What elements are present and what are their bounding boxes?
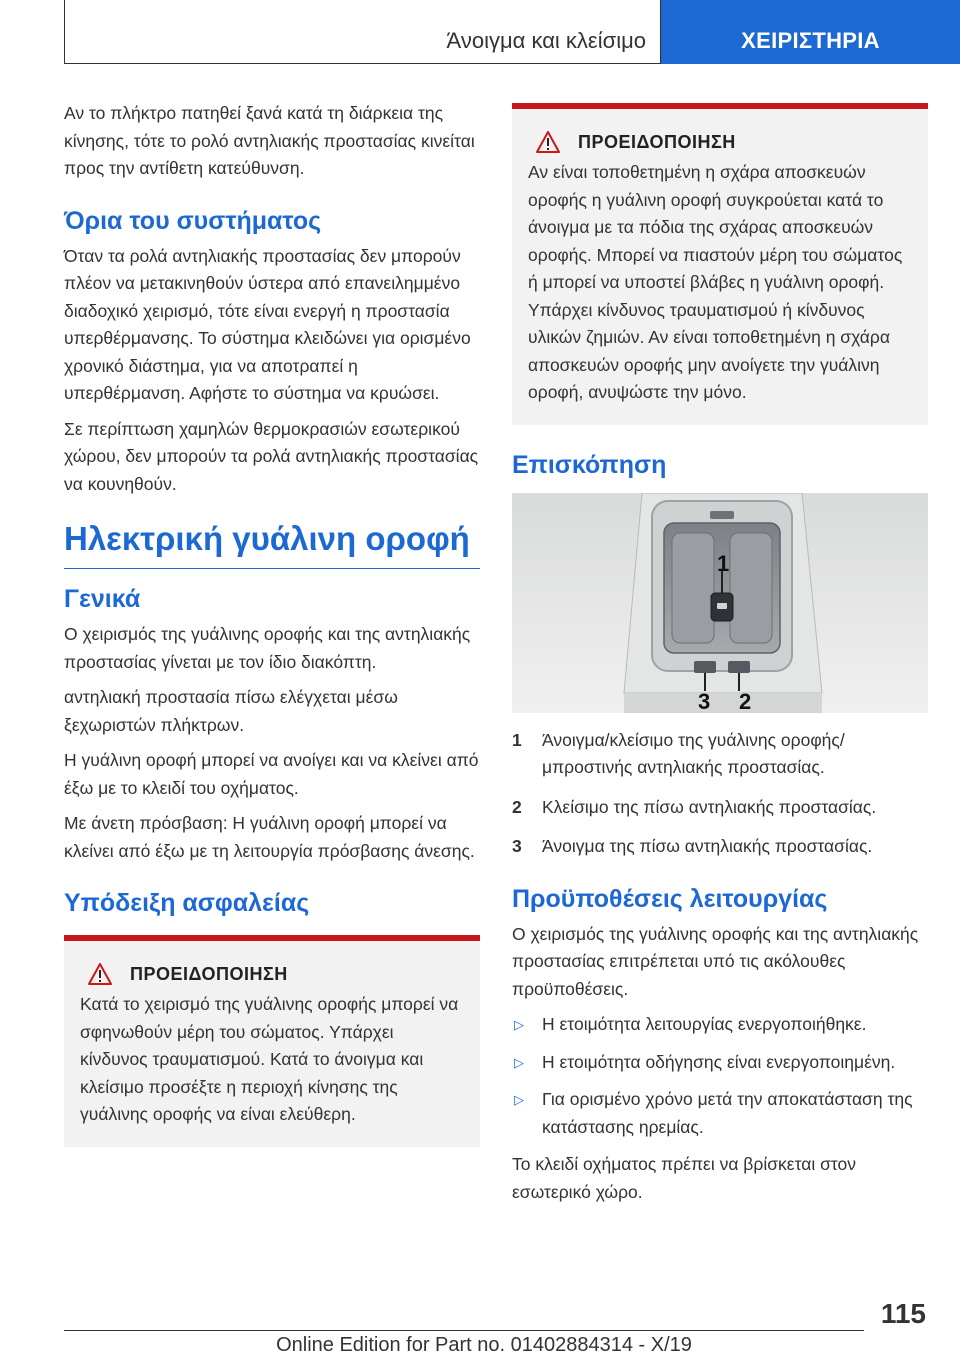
prerequisites-heading: Προϋποθέσεις λειτουργίας [512, 884, 828, 913]
warning-triangle-icon [536, 131, 560, 153]
page-number: 115 [880, 1298, 926, 1329]
triangle-bullet-icon: ▷ [514, 1092, 524, 1107]
safety-heading: Υπόδειξη ασφαλείας [64, 889, 310, 917]
list-item [512, 1049, 928, 1077]
item-number: 1 [512, 729, 522, 750]
general-paragraph-2: αντηλιακή προστασία πίσω ελέγχεται μέσω ξεχωριστών πλήκτρων. [64, 687, 398, 735]
prerequisites-paragraph: Ο χειρισμός της γυάλινης οροφής και της αντηλιακής προστασίας επιτρέπεται υπό τις ακόλουθες προϋποθέσεις. [512, 923, 919, 999]
callout-3: 3 [698, 688, 711, 713]
item-text: Άνοιγμα της πίσω αντηλιακής προστασίας. [542, 836, 873, 856]
general-paragraph-4: Με άνετη πρόσβαση: Η γυάλινη οροφή μπορεί να κλείνει από έξω με τη λειτουργία πρόσβασης άνεσης. [64, 813, 475, 861]
warning-header [528, 131, 912, 153]
list-item [512, 1086, 928, 1141]
limits-heading: Όρια του συστήματος [64, 206, 322, 235]
list-item [512, 727, 928, 782]
warning-box [64, 935, 480, 1147]
section-title: ΧΕΙΡΙΣΤΗΡΙΑ [741, 28, 880, 53]
item-text: Άνοιγμα/κλείσιμο της γυάλινης οροφής/μπροστινής αντηλιακής προστασίας. [542, 729, 845, 777]
item-text: Η ετοιμότητα λειτουργίας ενεργοποιήθηκε. [542, 1014, 867, 1034]
warning-text: Κατά το χειρισμό της γυάλινης οροφής μπορεί να σφηνωθούν μέρη του σώματος. Υπάρχει κίνδυνος τραυματισμού. Κατά το άνοιγμα και κλείσιμο προσέξτε η περιοχή κίνησης της γυάλινης οροφής να είναι ελεύθερη. [80, 994, 459, 1124]
triangle-bullet-icon: ▷ [514, 1017, 524, 1032]
general-heading: Γενικά [64, 585, 141, 613]
list-item [512, 794, 928, 822]
warning-header [80, 963, 464, 985]
item-text: Κλείσιμο της πίσω αντηλιακής προστασίας. [542, 796, 877, 817]
item-number: 3 [512, 836, 522, 856]
warning-triangle-icon [88, 963, 112, 985]
closing-paragraph: Το κλειδί οχήματος πρέπει να βρίσκεται στον εσωτερικό χώρο. [512, 1154, 857, 1202]
edition-footer: Online Edition for Part no. 01402884314 - X/19 [276, 1334, 692, 1356]
warning-title: ΠΡΟΕΙΔΟΠΟΙΗΣΗ [578, 131, 736, 152]
item-text: Η ετοιμότητα οδήγησης είναι ενεργοποιημένη. [542, 1051, 896, 1072]
header-chapter-box [64, 0, 660, 64]
item-text: Για ορισμένο χρόνο μετά την αποκατάσταση της κατάστασης ηρεμίας. [542, 1089, 913, 1137]
limits-paragraph-2: Σε περίπτωση χαμηλών θερμοκρασιών εσωτερικού χώρου, δεν μπορούν τα ρολά αντηλιακής προστασίας να κουνηθούν. [64, 418, 479, 494]
warning-text: Αν είναι τοποθετημένη η σχάρα αποσκευών οροφής η γυάλινη οροφή συγκρούεται κατά το άνοιγμα με τα πόδια της σχάρας αποσκευών οροφής. Μπορεί να πιαστούν μέρη του σώματος ή μπορεί να υποστεί βλάβες η γυάλινη οροφή. Υπάρχει κίνδυνος τραυματισμού ή κίνδυνος υλικών ζημιών. Αν είναι τοποθετημένη η σχάρα αποσκευών οροφής μην ανοίγετε την γυάλινη οροφή, ανυψώστε την μόνο. [528, 162, 903, 402]
header-section-tab [660, 0, 960, 64]
limits-paragraph-1: Όταν τα ρολά αντηλιακής προστασίας δεν μπορούν πλέον να μετακινηθούν ύστερα από επανειλημμένο διαδοχικό χειρισμό, τότε είναι ενεργή η προστασία υπερθέρμανσης. Το σύστημα κλειδώνει για ορισμένο χρονικό διάστημα, για να αποτραπεί η υπερθέρμανση. Αφήστε το σύστημα να κρυώσει. [64, 245, 471, 403]
footer-divider [64, 1330, 864, 1331]
warning-box-luggage-rack [512, 103, 928, 425]
overview-heading: Επισκόπηση [512, 450, 667, 479]
list-item [512, 1011, 928, 1039]
roof-chapter-heading: Ηλεκτρική γυάλινη οροφή [64, 518, 480, 569]
roof-control-illustration [512, 493, 928, 713]
intro-paragraph: Αν το πλήκτρο πατηθεί ξανά κατά τη διάρκεια της κίνησης, τότε το ρολό αντηλιακής προστασίας κινείται προς την αντίθετη κατεύθυνση. [64, 103, 475, 178]
warning-title: ΠΡΟΕΙΔΟΠΟΙΗΣΗ [130, 963, 288, 984]
item-number: 2 [512, 796, 522, 817]
overhead-console-image [512, 493, 928, 713]
prerequisites-list [512, 1011, 928, 1141]
triangle-bullet-icon: ▷ [514, 1054, 524, 1070]
left-column [64, 100, 480, 1147]
page-header [64, 0, 960, 64]
right-column [512, 100, 928, 1214]
callout-2: 2 [739, 688, 752, 713]
general-paragraph-3: Η γυάλινη οροφή μπορεί να ανοίγει και να κλείνει από έξω με το κλειδί του οχήματος. [64, 750, 479, 798]
general-paragraph-1: Ο χειρισμός της γυάλινης οροφής και της αντηλιακής προστασίας γίνεται με τον ίδιο διακόπτη. [64, 624, 471, 672]
callout-1: 1 [717, 550, 730, 576]
chapter-title: Άνοιγμα και κλείσιμο [446, 28, 646, 53]
overview-list [512, 727, 928, 861]
list-item [512, 833, 928, 861]
